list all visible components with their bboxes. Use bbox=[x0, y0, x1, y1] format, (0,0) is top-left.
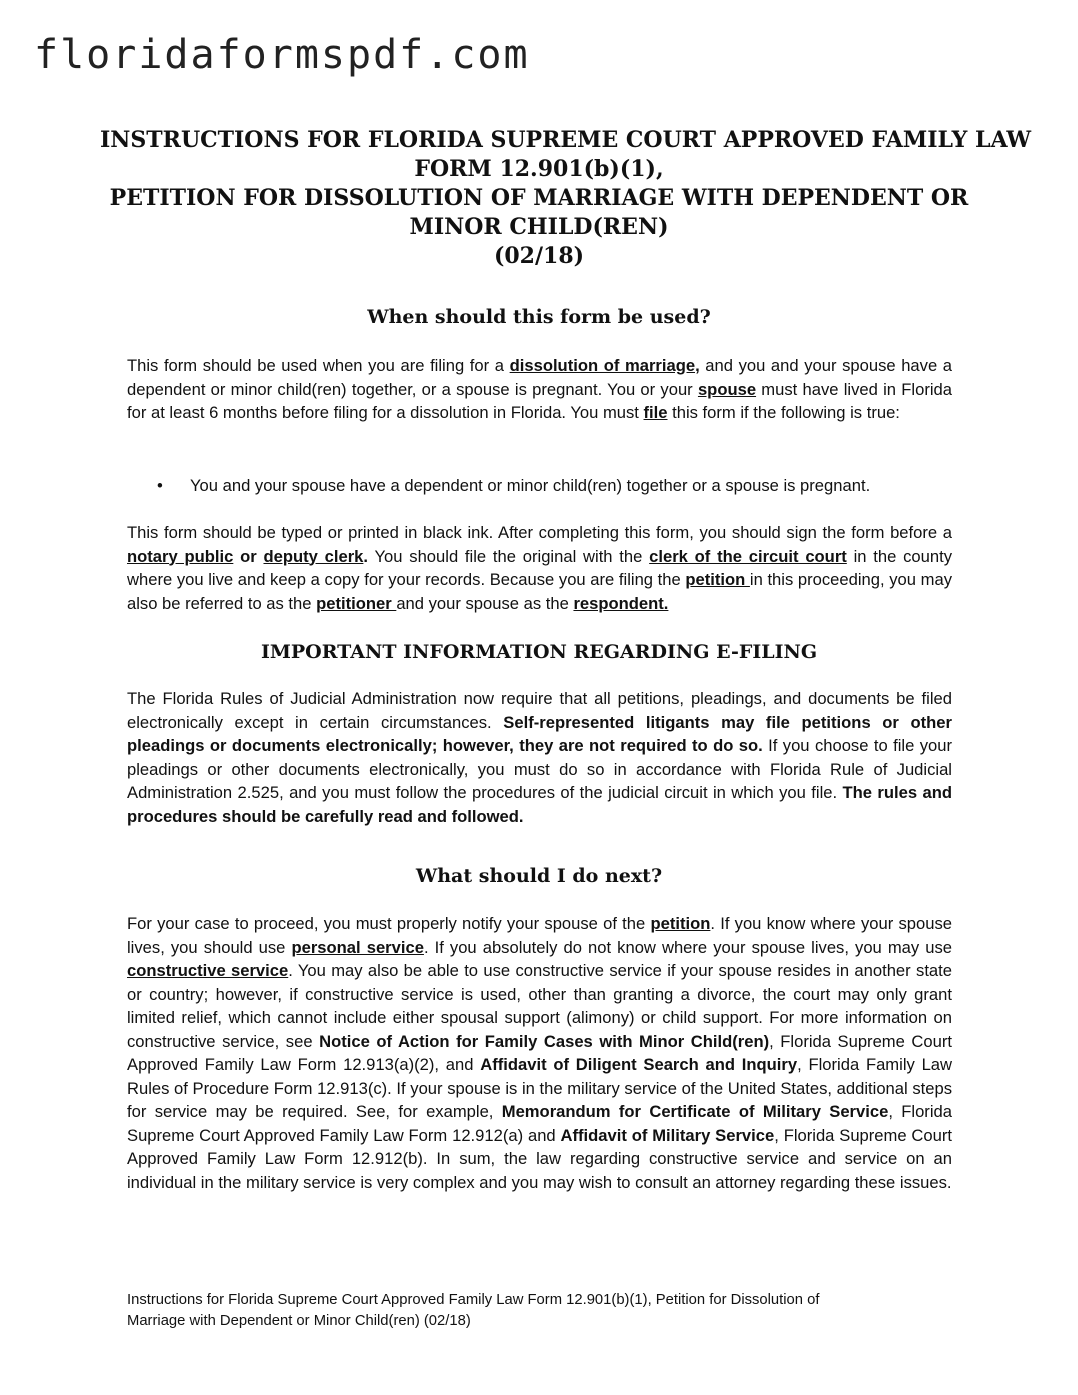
bold-text: Self-represented litigants may file petitions or other pleadings or documents electronically; however, they are not required to do so. bbox=[127, 712, 952, 755]
term-link-notary-public[interactable]: notary public bbox=[127, 546, 234, 566]
paragraph-instructions bbox=[127, 521, 952, 615]
text: . If you know where your spouse lives, you should use bbox=[127, 914, 952, 957]
form-reference: Memorandum for Certificate of Military Service bbox=[501, 1102, 889, 1121]
term-link-respondent[interactable]: respondent. bbox=[573, 593, 669, 613]
text: This form should be typed or printed in black ink. After completing this form, you should sign the form before a bbox=[127, 523, 952, 542]
term-link-constructive-service[interactable]: constructive service bbox=[127, 961, 289, 980]
text: , Florida Family Law Rules of Procedure Form 12.913(c). If your spouse is in the military service of the United States, additional steps for service may be required. See, for example, bbox=[127, 1055, 953, 1121]
title-line-2: FORM 12.901(b)(1), bbox=[414, 156, 664, 182]
paragraph-next-steps bbox=[127, 912, 952, 1194]
text: , Florida Supreme Court Approved Family Law Form 12.912(a) and bbox=[127, 1102, 952, 1145]
text: in this proceeding, you may also be referred to as the bbox=[127, 570, 952, 613]
term-link-personal-service[interactable]: personal service bbox=[291, 937, 424, 957]
term-link-spouse[interactable]: spouse bbox=[697, 379, 757, 399]
title-line-4: MINOR CHILD(REN) bbox=[409, 214, 669, 240]
text: This form should be used when you are filing for a bbox=[127, 356, 510, 375]
text: . You may also be able to use constructive service if your spouse resides in another state or country; however, if constructive service is used, other than granting a divorce, the court may only grant limited relief, which cannot include either spousal support (alimony) or child support. For more information on constructive service, see bbox=[127, 961, 952, 1051]
paragraph-when-used bbox=[127, 354, 952, 425]
form-reference: Affidavit of Military Service bbox=[560, 1125, 775, 1145]
term-link-petition[interactable]: petition bbox=[685, 570, 750, 589]
footer-line-2: Marriage with Dependent or Minor Child(ren) (02/18) bbox=[127, 1313, 471, 1329]
text: . If you absolutely do not know where your spouse lives, you may use bbox=[423, 937, 953, 957]
text: this form if the following is true: bbox=[667, 403, 900, 422]
term-link-petition[interactable]: petition bbox=[650, 914, 711, 933]
title-line-1: INSTRUCTIONS FOR FLORIDA SUPREME COURT APPROVED FAMILY LAW bbox=[100, 127, 1032, 153]
text: must have lived in Florida for at least 6 months before filing for a dissolution in Florida. You must bbox=[127, 379, 952, 422]
title-line-3: PETITION FOR DISSOLUTION OF MARRIAGE WITH DEPENDENT OR bbox=[109, 185, 969, 211]
text: in the county where you live and keep a copy for your records. Because you are filing the bbox=[127, 546, 952, 589]
text: and your spouse as the bbox=[396, 593, 574, 613]
text: , Florida Supreme Court Approved Family Law Form 12.912(b). In sum, the law regarding constructive service and service on an individual in the military service is very complex and you may wish to consult an attorney regarding these issues. bbox=[127, 1125, 953, 1192]
paragraph-efiling bbox=[127, 687, 952, 828]
section-heading-when: When should this form be used? bbox=[367, 306, 711, 328]
section-heading-next: What should I do next? bbox=[415, 865, 663, 887]
text: For your case to proceed, you must properly notify your spouse of the bbox=[127, 914, 651, 933]
bullet-icon: • bbox=[157, 476, 163, 495]
term-link-file[interactable]: file bbox=[643, 403, 668, 422]
title-line-5: (02/18) bbox=[493, 243, 585, 269]
text-or: or bbox=[233, 546, 264, 566]
term-link-dissolution-of-marriage[interactable]: dissolution of marriage, bbox=[509, 356, 700, 375]
bold-text: The rules and procedures should be carefully read and followed. bbox=[127, 783, 953, 826]
text-period: . bbox=[363, 546, 369, 566]
term-link-deputy-clerk[interactable]: deputy clerk bbox=[263, 546, 364, 566]
watermark: floridaformspdf.com bbox=[34, 32, 530, 78]
term-link-clerk-of-circuit-court[interactable]: clerk of the circuit court bbox=[649, 546, 847, 566]
document-title bbox=[100, 126, 1032, 271]
form-reference: Notice of Action for Family Cases with Minor Child(ren) bbox=[319, 1031, 770, 1051]
text: The Florida Rules of Judicial Administration now require that all petitions, pleadings, and documents be filed electronically except in certain circumstances. bbox=[127, 689, 952, 732]
term-link-petitioner[interactable]: petitioner bbox=[316, 593, 397, 613]
page-footer bbox=[127, 1290, 927, 1332]
text: , Florida Supreme Court Approved Family Law Form 12.913(a)(2), and bbox=[127, 1031, 952, 1074]
bullet-text: You and your spouse have a dependent or minor child(ren) together or a spouse is pregnant. bbox=[190, 476, 871, 495]
text: If you choose to file your pleadings or other documents electronically, you must do so in accordance with Florida Rule of Judicial Administration 2.525, and you must follow the procedures of the judicial circuit in which you file. bbox=[127, 736, 952, 802]
text: and you and your spouse have a dependent or minor child(ren) together, or a spouse is pregnant. You or your bbox=[127, 356, 953, 399]
text: You should file the original with the bbox=[368, 546, 650, 566]
form-reference: Affidavit of Diligent Search and Inquiry bbox=[480, 1055, 798, 1074]
footer-line-1: Instructions for Florida Supreme Court Approved Family Law Form 12.901(b)(1), Petition for Dissolution of bbox=[127, 1292, 820, 1308]
section-heading-efiling: IMPORTANT INFORMATION REGARDING E-FILING bbox=[260, 641, 818, 663]
